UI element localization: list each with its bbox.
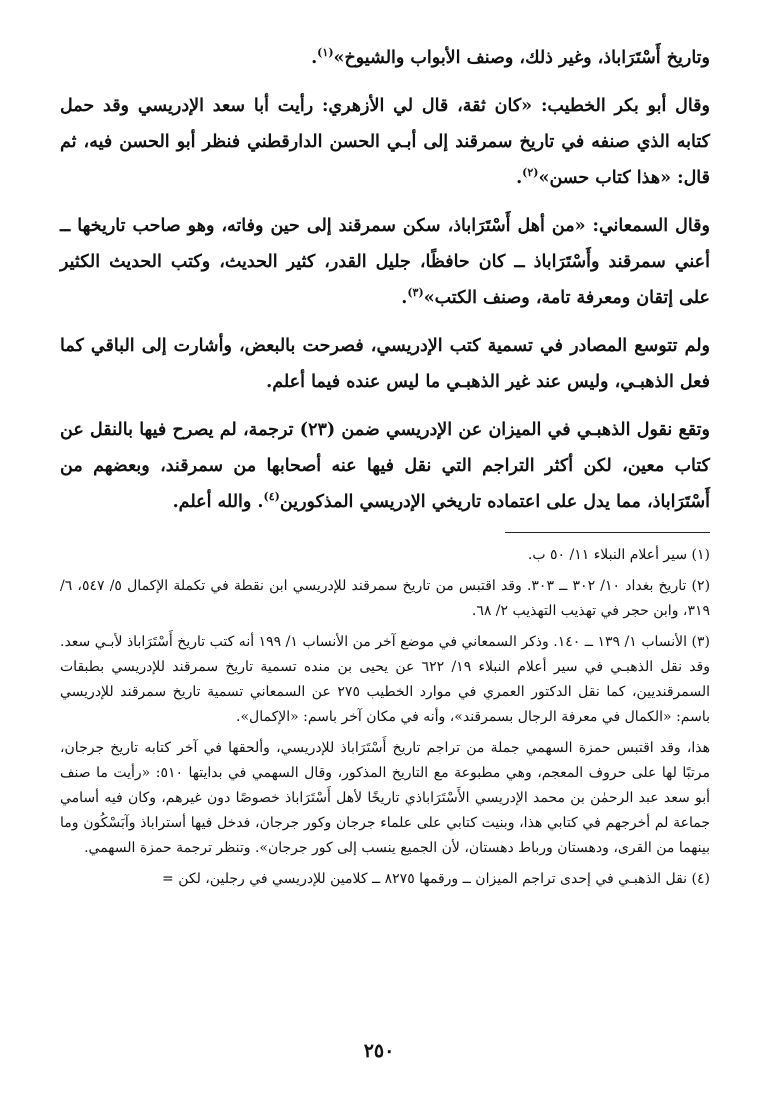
paragraph xyxy=(60,88,710,196)
paragraph-tail: . xyxy=(516,168,523,188)
paragraph xyxy=(60,412,710,520)
footnote-marker: (١) xyxy=(317,46,334,60)
footnote-marker: (٢) xyxy=(522,166,539,180)
paragraph xyxy=(60,208,710,316)
paragraph-tail: . والله أعلم. xyxy=(172,492,264,512)
paragraph xyxy=(60,328,710,400)
footnote-continuation: هذا، وقد اقتبس حمزة السهمي جملة من تراجم تاريخ أَسْتَرَاباذ للإدريسي، وألحقها في آخر كتابه تاريخ جرجان، مرتبًا لها على حروف المعجم، وهي مطبوعة مع التاريخ المذكور، وقال السهمي في بدايتها ٥١٠: «رأيت ما صنف أبو سعد عبد الرحمٰن بن محمد الإدريسي الأَسْتَرَاباذي تاريخًا لأهل أَسْتَرَاباذ خصوصًا دون غيرهم، وكان فيه أسامي جماعة لم أخرجهم في كتابي هذا، وبنيت كتابي على علماء جرجان وكور جرجان، فدخل فيها أستراباذ وآبَسْكُون وما بينهما من القرى، ودهستان ورباط دهستان، لأن الجميع ينسب إلى كور جرجان». وتنظر ترجمة حمزة السهمي. xyxy=(60,740,710,856)
paragraph-text: وقال أبو بكر الخطيب: «كان ثقة، قال لي الأزهري: رأيت أبا سعد الإدريسي وقد حمل كتابه الذي صنفه في تاريخ سمرقند إلى أبـي الحسن الدارقطني فنظر أبو الحسن فيه، ثم قال: «هذا كتاب حسن» xyxy=(60,96,710,188)
document-page xyxy=(60,40,710,898)
footnote: (١) سير أعلام النبلاء ١١/ ٥٠ ب. xyxy=(527,547,710,563)
paragraph-text: وتاريخ أَسْتَرَاباذ، وغير ذلك، وصنف الأبواب والشيوخ» xyxy=(333,48,710,68)
footnote-marker: (٣) xyxy=(407,286,424,300)
paragraph-text: وتقع نقول الذهبـي في الميزان عن الإدريسي ضمن (٢٣) ترجمة، لم يصرح فيها بالنقل عن كتاب معين، لكن أكثر التراجم التي نقل فيها عنه أصحابها من سمرقند، وبعضهم من أَسْتَرَاباذ، مما يدل على اعتماده تاريخي الإدريسي المذكورين xyxy=(60,420,710,512)
paragraph-text: وقال السمعاني: «من أهل أَسْتَرَاباذ، سكن سمرقند إلى حين وفاته، وهو صاحب تاريخها ــ أعني سمرقند وأَسْتَرَاباذ ــ كان حافظًا، جليل القدر، كثير الحديث، وكتب الحديث الكثير على إتقان ومعرفة تامة، وصنف الكتب» xyxy=(60,216,710,308)
footnote-separator xyxy=(505,532,710,533)
page-number: ٢٥٠ xyxy=(363,1040,395,1062)
paragraph-text: ولم تتوسع المصادر في تسمية كتب الإدريسي، فصرحت بالبعض، وأشارت إلى الباقي كما فعل الذهبـي، وليس عند غير الذهبـي ما ليس عنده فيما أعلم. xyxy=(60,336,710,392)
footnotes xyxy=(60,543,710,892)
footnote: (٣) الأنساب ١/ ١٣٩ ــ ١٤٠. وذكر السمعاني في موضع آخر من الأنساب ١/ ١٩٩ أنه كتب تاريخ أَسْتَرَاباذ لأبـي سعد. وقد نقل الذهبـي في سير أعلام النبلاء ١٩/ ٦٢٢ عن يحيى بن منده تسمية تاريخ سمرقند للإدريسي بطبقات السمرقنديين، كما نقل الدكتور العمري في موارد الخطيب ٢٧٥ عن السمعاني تسمية تاريخ سمرقند للإدريسي باسم: «الكمال في معرفة الرجال بسمرقند»، وأنه في مكان آخر باسم: «الإكمال». xyxy=(60,634,711,725)
main-text xyxy=(60,40,710,520)
footnote-marker: (٤) xyxy=(263,490,280,504)
footnote: (٤) نقل الذهبـي في إحدى تراجم الميزان ــ ورقمها ٨٢٧٥ ــ كلامين للإدريسي في رجلين، لكن = xyxy=(162,871,710,887)
paragraph xyxy=(60,40,710,76)
footnote: (٢) تاريخ بغداد ١٠/ ٣٠٢ ــ ٣٠٣. وقد اقتبس من تاريخ سمرقند للإدريسي ابن نقطة في تكملة الإكمال ٥/ ٥٤٧، ٦/ ٣١٩، وابن حجر في تهذيب التهذيب ٢/ ٦٨. xyxy=(60,578,711,619)
paragraph-tail: . xyxy=(401,288,408,308)
paragraph-tail: . xyxy=(311,48,318,68)
